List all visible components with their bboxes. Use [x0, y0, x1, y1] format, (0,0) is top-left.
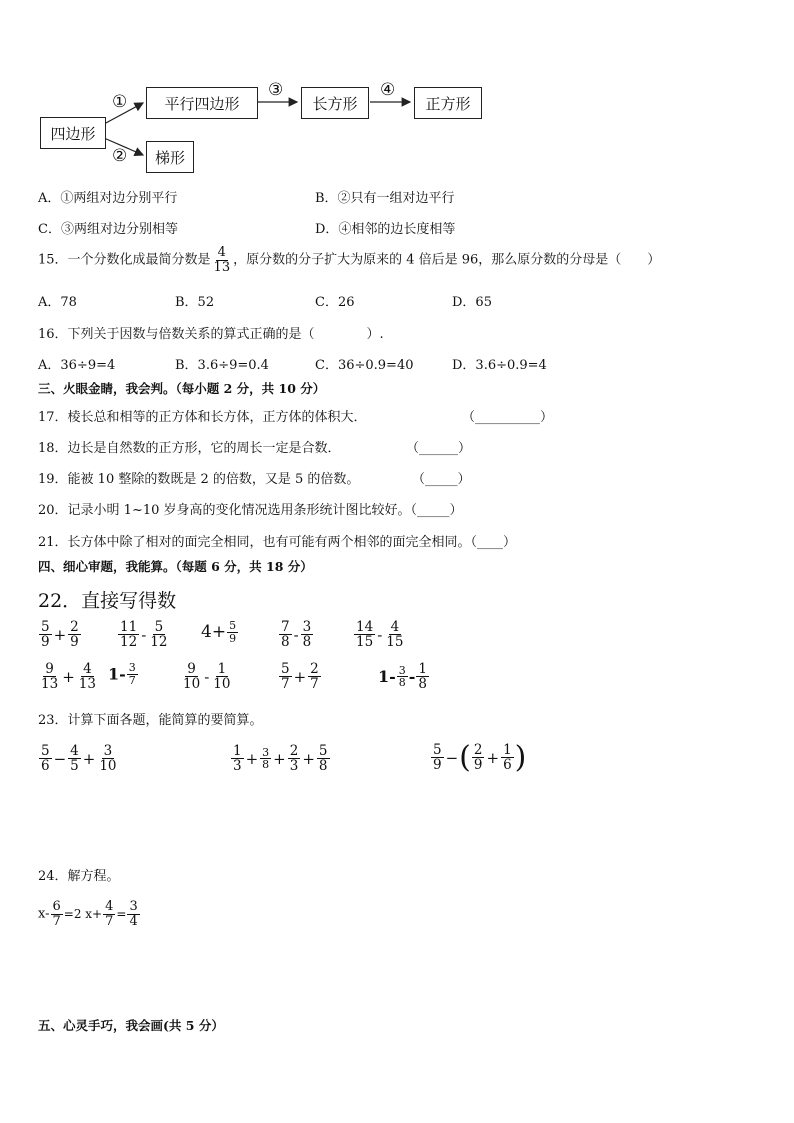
- frac-num: 4: [70, 743, 79, 759]
- q15-stem: [38, 246, 660, 274]
- frac-num: 1: [233, 743, 242, 759]
- operator: -: [141, 625, 147, 644]
- operator: +: [62, 667, 75, 686]
- frac-den: 7: [105, 913, 114, 929]
- operator: -: [119, 664, 126, 684]
- q15-option-b: B．52: [175, 295, 215, 310]
- frac-num: 14: [356, 619, 374, 635]
- frac-den: 5: [70, 758, 79, 775]
- q23-title: 23．计算下面各题，能简算的要简算。: [38, 713, 263, 728]
- q14-option-a: A．①两组对边分别平行: [38, 191, 178, 206]
- frac-den: 9: [473, 757, 483, 773]
- frac-den: 8: [281, 634, 290, 651]
- q20-text: 20．记录小明 1~10 岁身高的变化情况选用条形统计图比较好。（_____）: [38, 503, 463, 518]
- frac-num: 4: [105, 899, 114, 914]
- q22-expr-8: [180, 662, 233, 691]
- frac-num: 1: [418, 661, 428, 677]
- whole-number: 1: [108, 664, 120, 684]
- operator: +: [53, 625, 67, 644]
- q15-stem-post: ，原分数的分子扩大为原来的 4 倍后是 96，那么原分数的分母是（ ）: [233, 252, 661, 268]
- operator: +: [486, 748, 500, 767]
- frac-den: 15: [356, 634, 374, 651]
- q15-option-a: A．78: [38, 295, 77, 310]
- frac-num: 3: [129, 899, 138, 914]
- q16-option-c: C．36÷0.9=40: [315, 358, 414, 373]
- q22-expr-9: [278, 662, 322, 691]
- operator: +: [211, 622, 227, 643]
- frac-den: 10: [213, 676, 231, 693]
- operator: -: [408, 667, 416, 687]
- frac-num: 5: [281, 661, 290, 677]
- box-parallelogram: 平行四边形: [146, 87, 258, 119]
- q17-text: 17．棱长总和相等的正方体和长方体，正方体的体积大．: [38, 410, 367, 425]
- frac-den: 4: [129, 913, 138, 929]
- q16-option-a: A．36÷9=4: [38, 358, 116, 373]
- q22-title: 22．直接写得数: [38, 590, 177, 612]
- operator: -: [389, 667, 396, 687]
- box-square: 正方形: [414, 87, 482, 119]
- frac-den: 8: [418, 676, 428, 693]
- q23-expr-3: [430, 740, 526, 775]
- operator: −: [53, 749, 67, 768]
- frac-den: 8: [318, 758, 328, 775]
- q22-expr-5: [353, 620, 406, 649]
- frac-den: 6: [503, 757, 512, 773]
- frac-den: 3: [233, 758, 242, 775]
- frac-den: 9: [433, 757, 442, 773]
- frac-num: 5: [318, 743, 328, 759]
- frac-den: 12: [150, 634, 168, 651]
- frac-num: 2: [70, 619, 79, 635]
- frac-num: 3: [103, 743, 113, 759]
- q14-option-d: D．④相邻的边长度相等: [315, 222, 456, 237]
- frac-den: 7: [128, 673, 136, 687]
- frac-num: 3: [398, 663, 406, 677]
- section-3-heading: 三、火眼金睛，我会判。（每小题 2 分，共 10 分）: [38, 381, 326, 396]
- frac-num: 3: [302, 619, 312, 635]
- frac-den: 8: [302, 634, 312, 651]
- q22-expr-2: [117, 620, 170, 649]
- box-quadrilateral: 四边形: [40, 117, 106, 149]
- frac-den: 8: [398, 676, 406, 690]
- right-paren: ): [514, 740, 527, 775]
- marker-4: ④: [380, 80, 396, 100]
- marker-1: ①: [112, 92, 128, 112]
- frac-den: 7: [310, 676, 319, 693]
- frac-num: 2: [289, 743, 299, 759]
- frac-num: 2: [310, 661, 319, 677]
- frac-den: 3: [289, 758, 299, 775]
- frac-num: 11: [120, 619, 138, 635]
- operator: +: [302, 749, 315, 768]
- operator: −: [445, 748, 459, 767]
- q23-expr-1: [38, 744, 120, 773]
- section-4-heading: 四、细心审题，我能算。（每题 6 分，共 18 分）: [38, 559, 313, 574]
- equation-mid: =2 x+: [63, 907, 103, 922]
- frac-num: 7: [281, 619, 290, 635]
- operator: -: [204, 667, 210, 686]
- frac-den: 7: [281, 676, 290, 693]
- frac-den: 10: [183, 676, 201, 693]
- box-trapezoid: 梯形: [146, 141, 194, 173]
- frac-num: 4: [390, 619, 400, 635]
- whole-number: 4: [201, 622, 212, 643]
- q22-expr-6: [38, 662, 99, 691]
- frac-num: 5: [154, 619, 164, 635]
- q24-equation: [38, 900, 141, 928]
- section-5-heading: 五、心灵手巧，我会画(共 5 分）: [38, 1018, 224, 1033]
- box-rectangle: 长方形: [301, 87, 369, 119]
- equation-lhs-x: x-: [38, 906, 50, 922]
- frac-den: 9: [70, 634, 79, 651]
- q15-option-c: C．26: [315, 295, 355, 310]
- q22-expr-3: [201, 620, 239, 644]
- frac-num: 2: [473, 741, 483, 758]
- frac-num: 4: [83, 661, 92, 677]
- q19-text: 19．能被 10 整除的数既是 2 的倍数，又是 5 的倍数。: [38, 472, 360, 487]
- q22-expr-4: [278, 620, 314, 649]
- left-paren: (: [459, 740, 471, 775]
- frac-num: 5: [41, 619, 50, 635]
- frac-den: 13: [41, 676, 59, 693]
- whole-number: 1: [378, 667, 390, 687]
- q23-expr-2: [230, 744, 331, 773]
- frac-num: 3: [128, 661, 136, 674]
- marker-3: ③: [268, 80, 284, 100]
- q15-fraction-num: 4: [217, 245, 226, 260]
- frac-den: 8: [262, 758, 270, 772]
- q21-text: 21．长方体中除了相对的面完全相同，也有可能有两个相邻的面完全相同。（____）: [38, 535, 517, 550]
- frac-den: 10: [99, 758, 117, 775]
- operator: +: [82, 749, 96, 768]
- frac-num: 6: [52, 899, 61, 914]
- frac-num: 5: [229, 619, 237, 632]
- equals-sign: =: [116, 907, 127, 922]
- q15-option-d: D．65: [452, 295, 492, 310]
- frac-num: 5: [41, 743, 50, 759]
- frac-den: 6: [41, 758, 50, 775]
- q15-fraction-den: 13: [213, 259, 231, 275]
- operator: +: [273, 749, 286, 768]
- q16-option-b: B．3.6÷9=0.4: [175, 358, 269, 373]
- frac-num: 3: [262, 745, 270, 759]
- frac-den: 13: [78, 676, 96, 693]
- q16-option-d: D．3.6÷0.9=4: [452, 358, 547, 373]
- frac-den: 12: [120, 634, 138, 651]
- frac-num: 1: [503, 741, 512, 758]
- operator: -: [293, 625, 299, 644]
- operator: +: [245, 749, 259, 768]
- q22-expr-10: [378, 662, 430, 691]
- q18-text: 18．边长是自然数的正方形，它的周长一定是合数．: [38, 441, 341, 456]
- frac-num: 9: [45, 661, 54, 677]
- q24-title: 24．解方程。: [38, 869, 120, 884]
- frac-num: 9: [187, 661, 196, 677]
- marker-2: ②: [112, 146, 128, 166]
- frac-den: 9: [229, 631, 237, 645]
- q18-blank[interactable]: （______）: [406, 441, 472, 456]
- frac-num: 5: [433, 741, 442, 758]
- q17-blank[interactable]: （__________）: [462, 410, 554, 425]
- q14-option-b: B．②只有一组对边平行: [315, 191, 455, 206]
- q22-expr-1: [38, 620, 82, 649]
- q14-option-c: C．③两组对边分别相等: [38, 222, 178, 237]
- frac-den: 7: [52, 913, 61, 929]
- q16-stem: 16．下列关于因数与倍数关系的算式正确的是（ ）.: [38, 327, 384, 342]
- frac-den: 15: [386, 634, 404, 651]
- q19-blank[interactable]: （_____）: [412, 472, 471, 487]
- operator: +: [293, 667, 307, 686]
- q15-fraction: [212, 246, 233, 274]
- q15-stem-pre: 15．一个分数化成最简分数是: [38, 252, 211, 268]
- q22-expr-7: [108, 662, 139, 686]
- frac-num: 1: [217, 661, 227, 677]
- operator: -: [377, 625, 383, 644]
- frac-den: 9: [41, 634, 50, 651]
